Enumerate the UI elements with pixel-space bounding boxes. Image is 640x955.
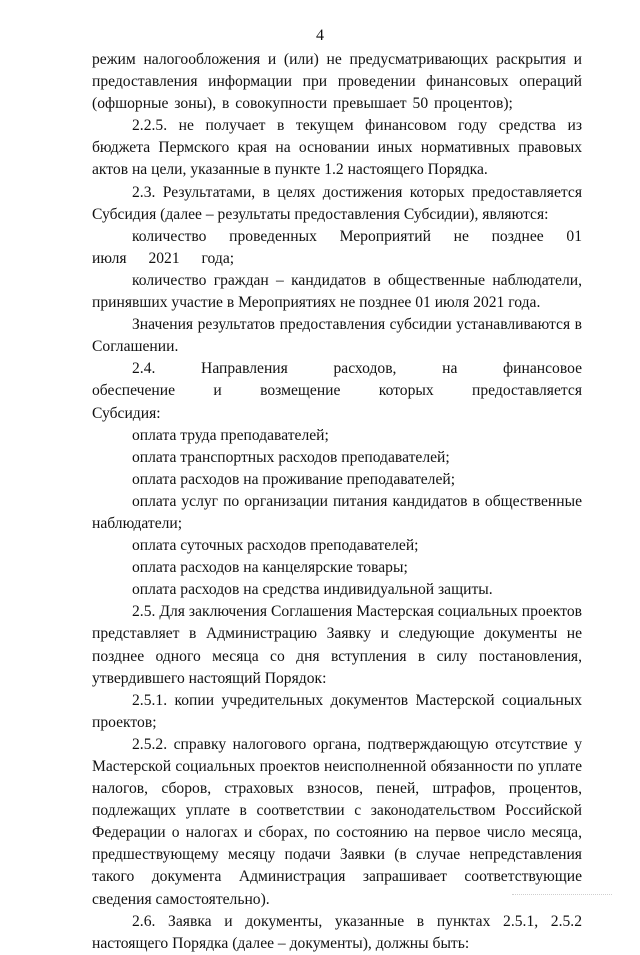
paragraph-2: 2.2.5. не получает в текущем финансовом году средства из бюджета Пермского края на основании иных нормативных правовых актов на цели, указанные в пункте 1.2 настоящего Порядка.: [92, 117, 582, 179]
paragraph-3: 2.3. Результатами, в целях достижения которых предоставляется Субсидия (далее – результаты предоставления Субсидии), являются:: [92, 183, 582, 223]
paragraph-12: оплата суточных расходов преподавателей;: [132, 537, 419, 555]
paragraph-11: оплата услуг по организации питания кандидатов в общественные наблюдатели;: [92, 492, 582, 532]
paragraph-1: режим налогообложения и (или) не предусматривающих раскрытия и предоставления информации при проведении финансовых операций (офшорные зоны), в совокупности превышает 50 процентов);: [92, 51, 582, 113]
paragraph-13: оплата расходов на канцелярские товары;: [132, 559, 408, 577]
paragraph-14: оплата расходов на средства индивидуальной защиты.: [132, 581, 493, 599]
paragraph-15: 2.5. Для заключения Соглашения Мастерская социальных проектов представляет в Администрацию Заявку и следующие документы не позднее одного месяца со дня вступления в силу постановления, утвердившего настоящий Порядок:: [92, 603, 582, 687]
paragraph-6: Значения результатов предоставления субсидии устанавливаются в Соглашении.: [92, 316, 582, 356]
paragraph-9: оплата транспортных расходов преподавателей;: [132, 448, 450, 466]
paragraph-10: оплата расходов на проживание преподавателей;: [132, 470, 456, 488]
paragraph-18: 2.6. Заявка и документы, указанные в пунктах 2.5.1, 2.5.2 настоящего Порядка (далее – документы), должны быть:: [92, 912, 582, 952]
paragraph-17: 2.5.2. справку налогового органа, подтверждающую отсутствие у Мастерской социальных проектов неисполненной обязанности по уплате налогов, сборов, страховых взносов, пеней, штрафов, процентов, подлежащих уплате в соответствии с законодательством Российской Федерации о налогах и сборах, по состоянию на первое число месяца, предшествующему месяцу подачи Заявки (в случае непредставления такого документа Администрация запрашивает соответствующие сведения самостоятельно).: [92, 735, 582, 908]
paragraph-5: количество граждан – кандидатов в общественные наблюдатели, принявших участие в Мероприятиях не позднее 01 июля 2021 года.: [92, 271, 582, 312]
paragraph-16: 2.5.1. копии учредительных документов Мастерской социальных проектов;: [92, 691, 582, 731]
page-number: 4: [316, 27, 324, 44]
paragraph-7: 2.4. Направления расходов, на финансовое обеспечение и возмещение которых предоставляется Субсидия:: [92, 360, 582, 422]
paragraph-4: количество проведенных Мероприятий не позднее 01 июля 2021 года;: [92, 227, 582, 267]
scan-artifact: [512, 894, 612, 897]
paragraph-8: оплата труда преподавателей;: [132, 426, 329, 444]
document-body: [92, 49, 582, 955]
